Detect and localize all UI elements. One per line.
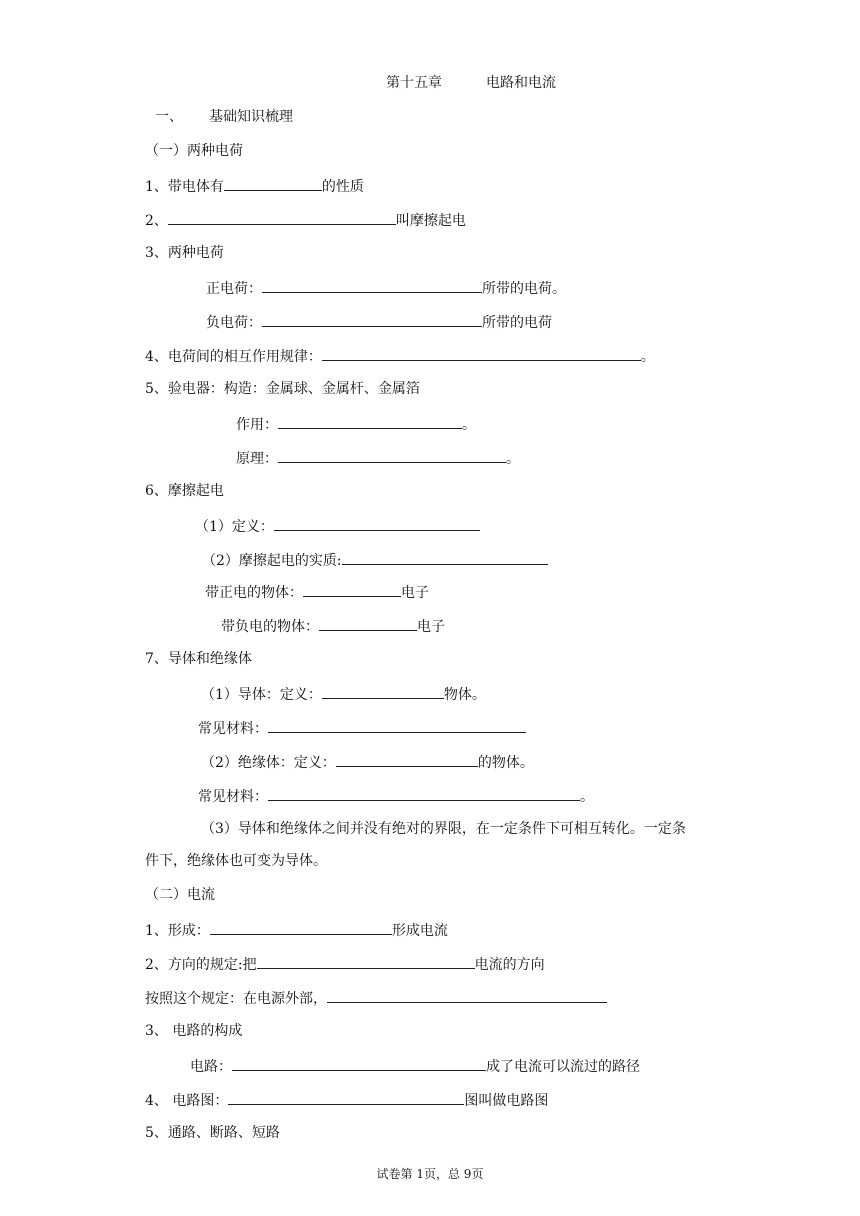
fill-blank[interactable] (342, 550, 548, 565)
fill-blank[interactable] (303, 582, 401, 597)
line-6d: 带负电的物体： 电子 (221, 616, 445, 636)
line-7: 7、导体和绝缘体 (145, 651, 252, 667)
section-label: 基础知识梳理 (209, 109, 293, 125)
fill-blank[interactable] (257, 954, 475, 969)
line-m5: 5、通路、断路、短路 (145, 1125, 280, 1141)
section-number: 一、 (155, 109, 183, 125)
fill-blank[interactable] (278, 448, 506, 463)
fill-blank[interactable] (232, 1056, 486, 1071)
line-6b: （2）摩擦起电的实质: (202, 550, 548, 570)
line-m4: 4、 电路图： 图叫做电路图 (145, 1090, 548, 1110)
line-3a: 正电荷： 所带的电荷。 (206, 278, 566, 298)
line-5: 5、验电器：构造：金属球、金属杆、金属箔 (145, 381, 420, 397)
fill-blank[interactable] (336, 752, 478, 767)
fill-blank[interactable] (268, 786, 580, 801)
line-6c: 带正电的物体： 电子 (205, 582, 429, 602)
line-3b: 负电荷： 所带的电荷 (206, 312, 552, 332)
fill-blank[interactable] (224, 176, 322, 191)
line-5a: 作用： 。 (236, 414, 476, 434)
line-4: 4、电荷间的相互作用规律： 。 (145, 346, 655, 366)
line-m2: 2、方向的规定:把 电流的方向 (145, 954, 545, 974)
line-7a: （1）导体：定义： 物体。 (201, 684, 486, 704)
section-heading (155, 108, 293, 126)
fill-blank[interactable] (327, 988, 607, 1003)
line-7d: 常见材料： 。 (198, 786, 594, 806)
fill-blank[interactable] (262, 312, 482, 327)
fill-blank[interactable] (210, 920, 392, 935)
subsection-heading-1: （一）两种电荷 (145, 143, 243, 159)
line-3: 3、两种电荷 (145, 245, 224, 261)
line-5b: 原理： 。 (236, 448, 520, 468)
line-2: 2、 叫摩擦起电 (145, 210, 466, 230)
line-m3: 3、 电路的构成 (145, 1023, 243, 1039)
title-topic: 电路和电流 (486, 75, 556, 91)
line-7f: 件下，绝缘体也可变为导体。 (145, 853, 327, 869)
page-title (386, 74, 556, 92)
fill-blank[interactable] (322, 684, 444, 699)
line-m1: 1、形成： 形成电流 (145, 920, 448, 940)
subsection-heading-2: （二）电流 (145, 887, 215, 903)
page-footer: 试卷第 1页，总 9页 (376, 1167, 484, 1181)
line-m2b: 按照这个规定：在电源外部， (145, 988, 607, 1008)
fill-blank[interactable] (274, 516, 480, 531)
fill-blank[interactable] (322, 346, 641, 361)
title-chapter: 第十五章 (386, 75, 442, 91)
line-7c: （2）绝缘体：定义： 的物体。 (201, 752, 534, 772)
fill-blank[interactable] (228, 1090, 464, 1105)
fill-blank[interactable] (168, 210, 396, 225)
line-7b: 常见材料： (198, 718, 526, 738)
line-6: 6、摩擦起电 (145, 483, 224, 499)
fill-blank[interactable] (268, 718, 526, 733)
fill-blank[interactable] (262, 278, 482, 293)
fill-blank[interactable] (278, 414, 462, 429)
line-6a: （1）定义： (195, 516, 480, 536)
line-1: 1、带电体有 的性质 (145, 176, 364, 196)
fill-blank[interactable] (319, 616, 417, 631)
line-7e: （3）导体和绝缘体之间并没有绝对的界限，在一定条件下可相互转化。一定条 (201, 821, 686, 837)
line-m3a: 电路： 成了电流可以流过的路径 (190, 1056, 640, 1076)
